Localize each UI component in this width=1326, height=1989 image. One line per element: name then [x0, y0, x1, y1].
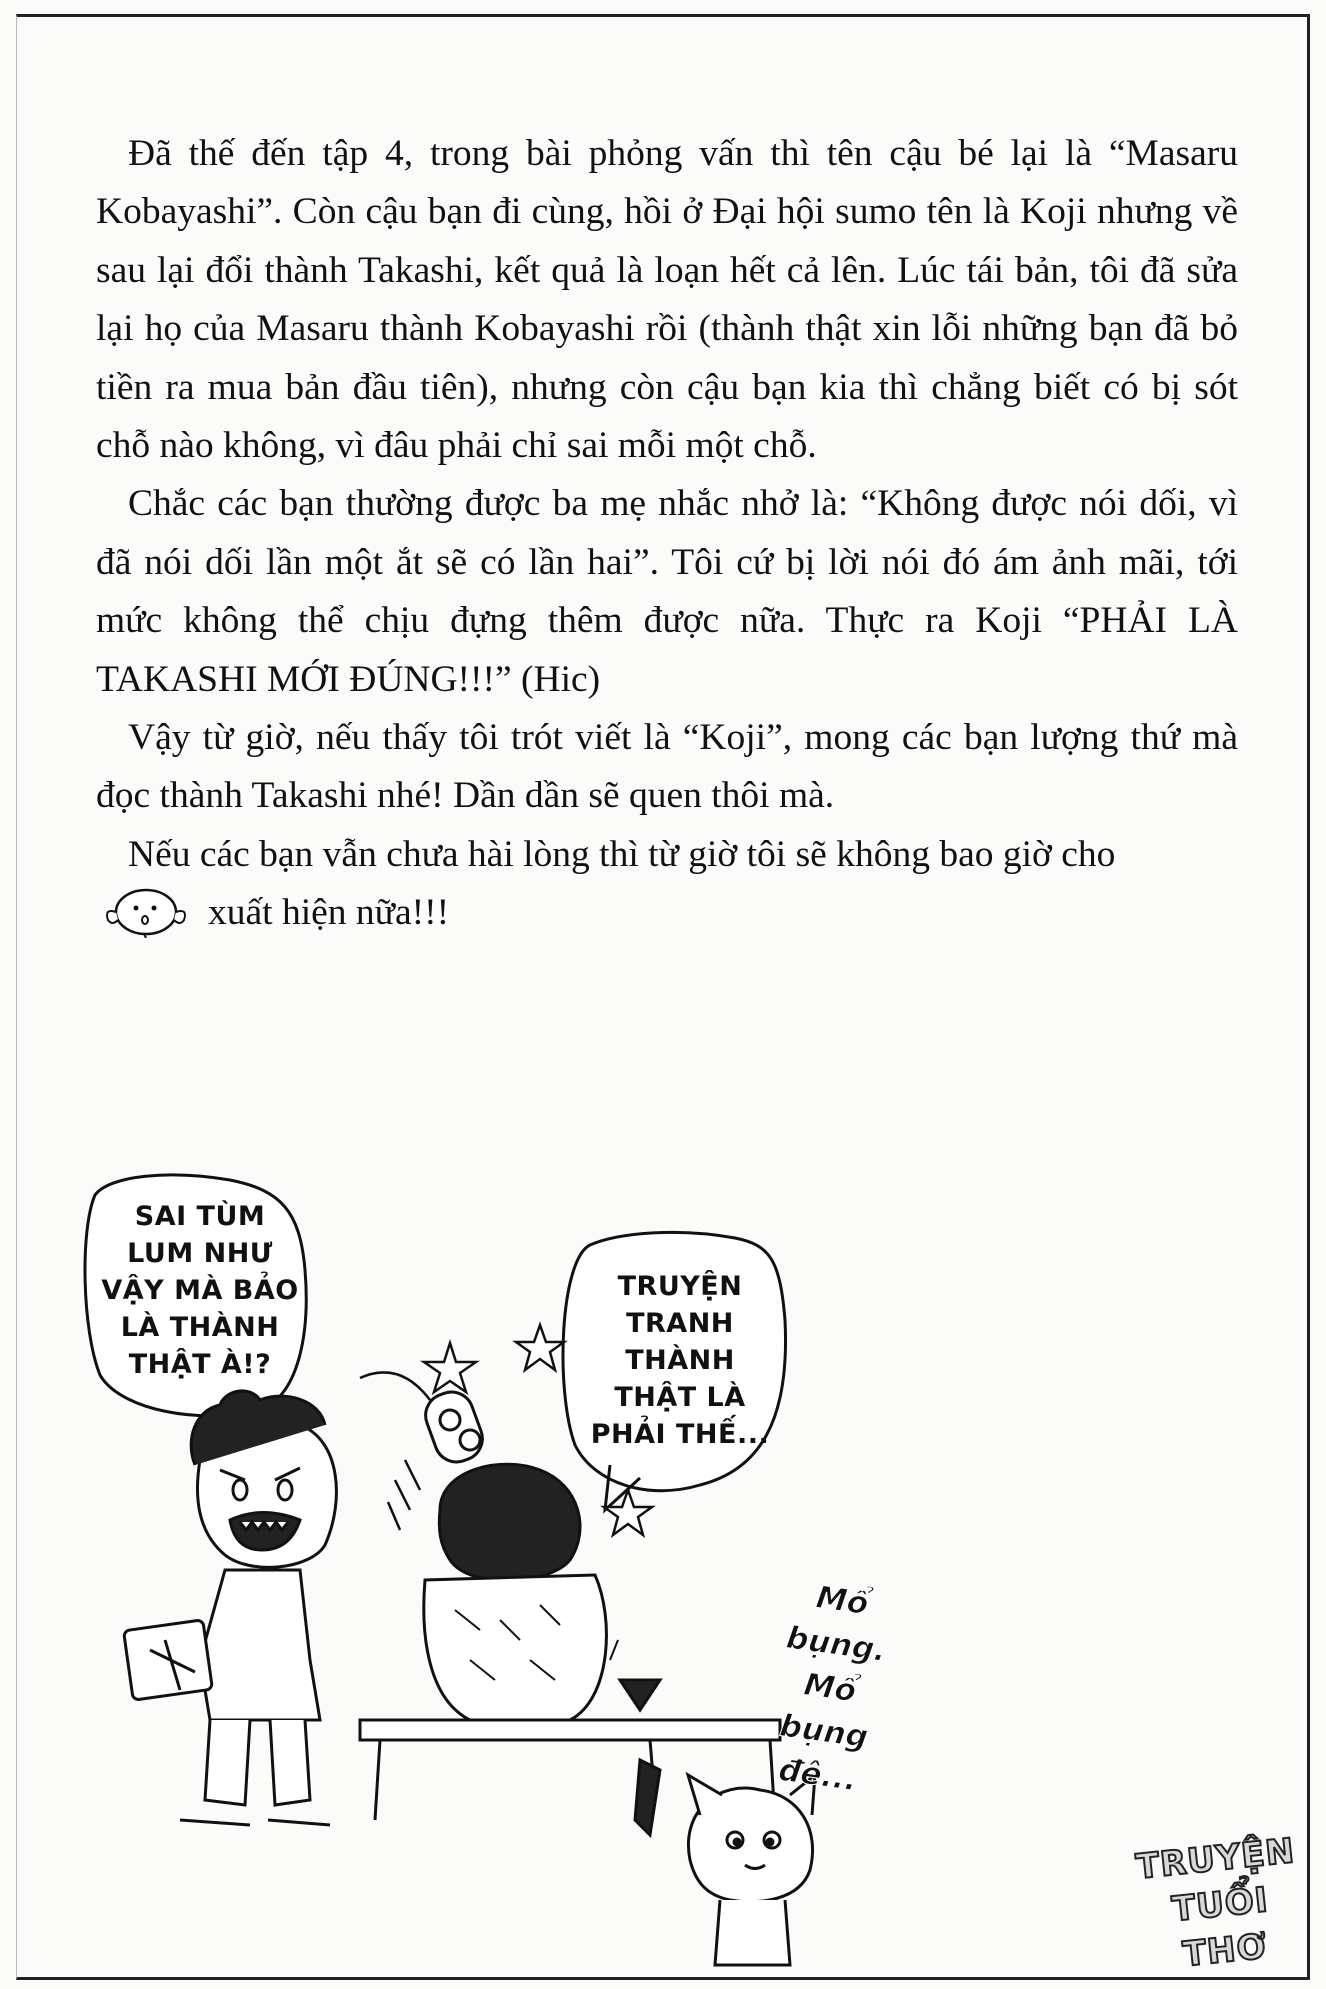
sfx-line: bụng — [777, 1707, 871, 1756]
watermark-line: TUỔI THƠ — [1170, 1880, 1271, 1976]
girl-character — [124, 1391, 337, 1825]
bubble-right-line: THÀNH — [625, 1345, 735, 1376]
bubble-left-line: LÀ THÀNH — [120, 1312, 280, 1343]
bubble-right-line: TRUYỆN — [617, 1271, 743, 1302]
paragraph-4: Nếu các bạn vẫn chưa hài lòng thì từ giờ tôi sẽ không bao giờ cho — [128, 833, 1116, 875]
bubble-left-line: VẬY MÀ BẢO — [101, 1275, 299, 1306]
bubble-right-line: PHẢI THẾ... — [590, 1419, 770, 1450]
speech-bubble-right-text — [585, 1268, 775, 1453]
paragraph-4-suffix: xuất hiện nữa!!! — [208, 892, 450, 934]
bubble-left-line: SAI TÙM — [134, 1201, 266, 1232]
sfx-line: bụng. — [783, 1619, 889, 1670]
bubble-left-line: THẬT À!? — [128, 1349, 272, 1380]
bubble-right-line: TRANH — [626, 1308, 734, 1339]
paragraph-1: Đã thế đến tập 4, trong bài phỏng vấn thì tên cậu bé lại là “Masaru Kobayashi”. Còn cậu bạn đi cùng, hồi ở Đại hội sumo tên là Koji nhưng về sau lại đổi thành Takashi, kết quả là loạn hết cả lên. Lúc tái bản, tôi đã sửa lại họ của Masaru thành Kobayashi rồi (thành thật xin lỗi những bạn đã bỏ tiền ra mua bản đầu tiên), nhưng còn cậu bạn kia thì chẳng biết có bị sót chỗ nào không, vì đâu phải chỉ sai mỗi một chỗ. — [96, 133, 1238, 467]
impact-lines — [360, 1372, 430, 1530]
paragraph-3: Vậy từ giờ, nếu thấy tôi trót viết là “Koji”, mong các bạn lượng thứ mà đọc thành Takashi nhé! Dần dần sẽ quen thôi mà. — [96, 717, 1238, 817]
sfx-line: đê... — [776, 1751, 860, 1799]
bubble-left-line: LUM NHƯ — [127, 1238, 273, 1269]
watermark-line: TRUYỆN — [1134, 1830, 1297, 1888]
paragraph-2: Chắc các bạn thường được ba mẹ nhắc nhở là: “Không được nói dối, vì đã nói dối lần một ắt sẽ có lần hai”. Tôi cứ bị lời nói đó ám ảnh mãi, tới mức không thể chịu đựng thêm được nữa. Thực ra Koji “PHẢI LÀ TAKASHI MỚI ĐÚNG!!!” (Hic) — [96, 483, 1238, 700]
sfx-line: Mổ — [801, 1666, 859, 1710]
sfx-line: Mổ — [813, 1579, 871, 1623]
bubble-right-line: THẬT LÀ — [614, 1382, 746, 1413]
speech-bubble-left-text — [100, 1198, 300, 1383]
watermark-logo — [1131, 1828, 1308, 1976]
